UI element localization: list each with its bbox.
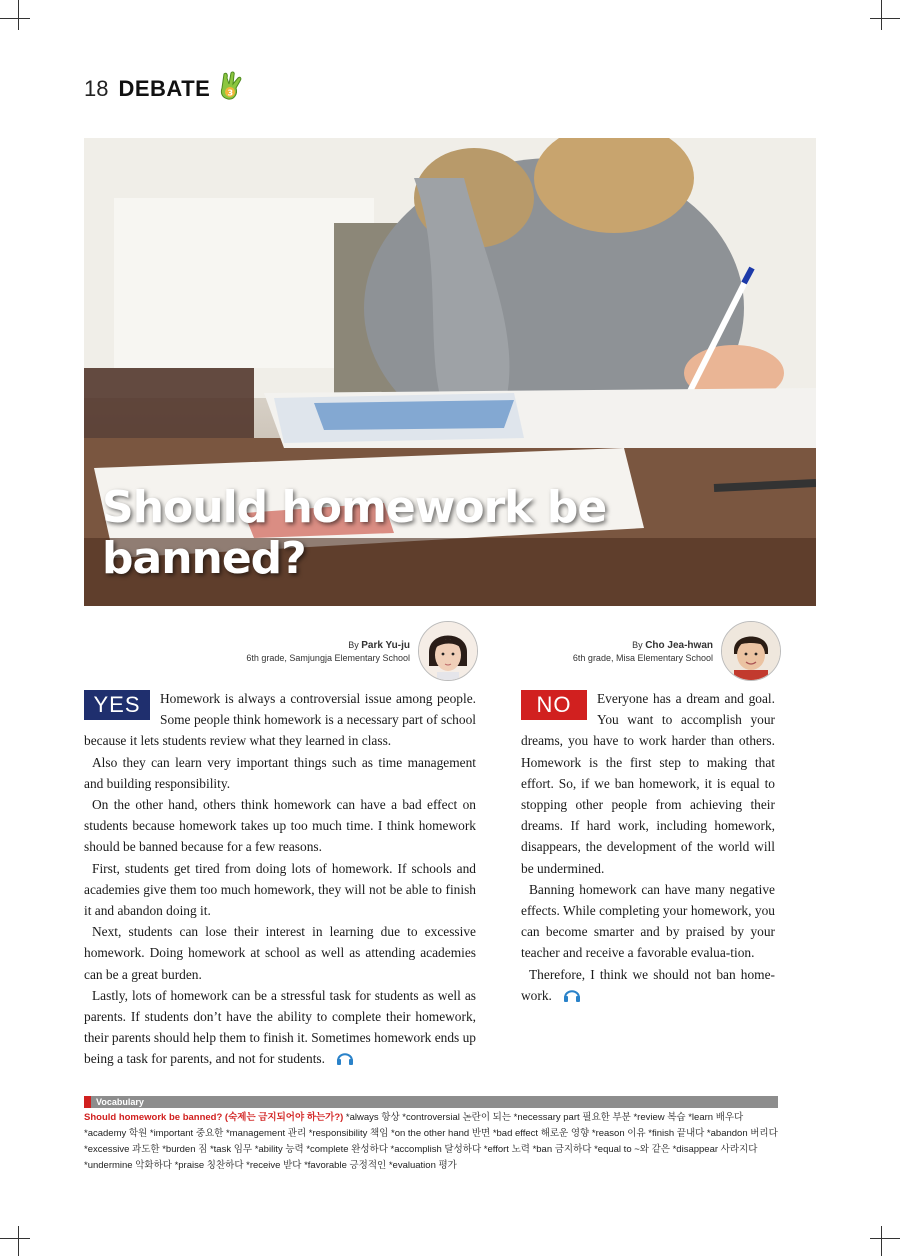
no-badge: NO <box>521 690 587 720</box>
no-byline <box>533 639 713 664</box>
author-school: 6th grade, Misa Elementary School <box>572 653 713 663</box>
page-header <box>84 70 246 107</box>
hero-photo <box>84 138 816 606</box>
no-paragraph: Banning homework can have many negative effects. While completing your homework, you can become smarter and by praised by your teacher and receive a favorable evalua-tion. <box>521 881 775 961</box>
no-paragraph <box>521 964 775 1008</box>
vocabulary-entries: *always 항상 *controversial 논란이 되는 *necessary part 필요한 부분 *review 복습 *learn 배우다 *academy 학원 *important 중요한 *management 관리 *responsibility 책임 *on the other hand 반면 *bad effect 해로운 영향 *reason 이유 *finish 끝내다 *abandon 버리다 *excessive 과도한 *burden 짐 *task 임무 *ability 능력 *complete 완성하다 *accomplish 달성하다 *effort 노력 *ban 금지하다 *equal to ~와 같은 *disappear 사라지다 *undermine 악화하다 *praise 칭찬하다 *receive 받다 *favorable 긍정적인 *evaluation 평가 <box>84 1112 778 1171</box>
yes-paragraph-text: Lastly, lots of homework can be a stressful task for students as well as parents. If students don’t have the ability to complete their homework, their parents should help them to finish it. Sometimes homework ends up being a task for parents, and not for students. <box>84 987 476 1067</box>
yes-paragraph: Also they can learn very important things such as time management and building responsibility. <box>84 754 476 791</box>
yes-paragraph: Homework is always a controversial issue among people. Some people think homework is a necessary part of school because it lets students review what they learned in class. <box>84 691 476 749</box>
crop-mark <box>0 1238 30 1239</box>
vocabulary-box <box>84 1096 778 1174</box>
author-school: 6th grade, Samjungja Elementary School <box>246 653 410 663</box>
svg-text:3: 3 <box>227 88 234 98</box>
headphones-icon[interactable] <box>328 1049 354 1071</box>
crop-mark <box>18 1226 19 1256</box>
section-title: DEBATE <box>118 75 211 101</box>
author-name: Cho Jea-hwan <box>645 640 713 651</box>
crop-mark <box>18 0 19 30</box>
yes-paragraph: On the other hand, others think homework can have a bad effect on students because homework takes up too much time. I think homework should be banned because for a few reasons. <box>84 797 476 855</box>
yes-column <box>84 688 476 1071</box>
avatar <box>721 621 781 681</box>
vocabulary-question: Should homework be banned? (숙제는 금지되어야 하는가?) <box>84 1112 344 1123</box>
crop-mark <box>881 0 882 30</box>
crop-mark <box>870 18 900 19</box>
crop-mark <box>881 1226 882 1256</box>
yes-paragraph <box>84 985 476 1072</box>
vocabulary-label: Vocabulary <box>96 1097 144 1107</box>
headphones-icon[interactable] <box>555 986 581 1008</box>
avatar <box>418 621 478 681</box>
byline-prefix: By <box>632 640 643 650</box>
vocabulary-header <box>84 1096 778 1108</box>
vocabulary-marker <box>84 1096 91 1108</box>
no-paragraph-text: Therefore, I think we should not ban home-work. <box>521 966 775 1003</box>
yes-byline <box>230 639 410 664</box>
vocabulary-text <box>84 1110 778 1174</box>
no-column <box>521 688 775 1008</box>
page-title: Should homework be banned? <box>102 482 607 584</box>
no-paragraph: Everyone has a dream and goal. You want to accomplish your dreams, you have to work harder than others. Homework is the first step to making that effort. So, if we ban homework, it is equal to stopping other people from achieving their dreams. If hard work, including homework, disappears, the development of the world will be undermined. <box>521 691 775 876</box>
yes-badge: YES <box>84 690 150 720</box>
page-number: 18 <box>84 75 109 101</box>
author-name: Park Yu-ju <box>361 640 410 651</box>
byline-prefix: By <box>348 640 359 650</box>
yes-paragraph: Next, students can lose their interest in learning due to excessive homework. Doing homework at school as well as attending academies can be a great burden. <box>84 924 476 982</box>
hand-three-logo-icon <box>216 70 246 107</box>
crop-mark <box>870 1238 900 1239</box>
yes-paragraph: First, students get tired from doing lots of homework. If schools and academies give them too much homework, they will not be able to finish it and abandon doing it. <box>84 860 476 919</box>
crop-mark <box>0 18 30 19</box>
